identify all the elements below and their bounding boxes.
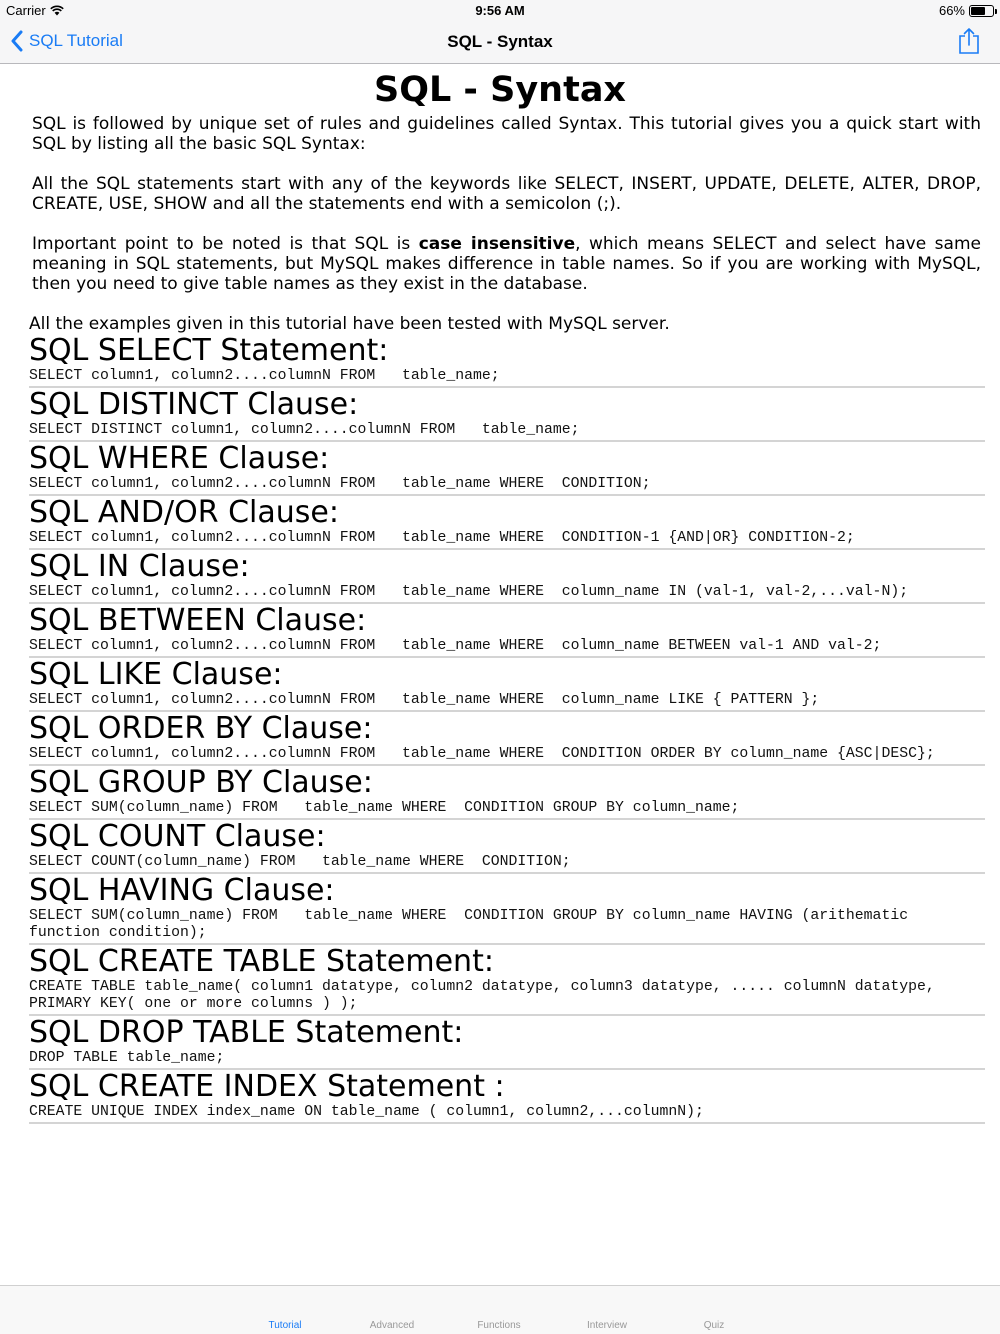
navigation-bar	[0, 22, 1000, 64]
syntax-section-select	[29, 334, 985, 388]
section-heading: SQL DROP TABLE Statement:	[29, 1015, 464, 1050]
syntax-section-where	[29, 442, 985, 496]
syntax-section-order-by	[29, 712, 985, 766]
tab-bar	[0, 1285, 1000, 1334]
syntax-section-group-by	[29, 766, 985, 820]
code-snippet: DROP TABLE table_name;	[29, 1050, 225, 1066]
code-snippet: CREATE TABLE table_name( column1 datatype, column2 datatype, column3 datatype, ..... columnN datatype, PRIMARY KEY( one or more columns ) );	[29, 979, 935, 1012]
section-heading: SQL CREATE INDEX Statement :	[29, 1069, 505, 1104]
section-heading: SQL HAVING Clause:	[29, 873, 335, 908]
code-snippet: SELECT column1, column2....columnN FROM table_name WHERE CONDITION;	[29, 476, 651, 492]
section-heading: SQL WHERE Clause:	[29, 441, 330, 476]
case-para-start: Important point to be noted is that SQL is	[32, 234, 419, 254]
keywords-paragraph: All the SQL statements start with any of the keywords like SELECT, INSERT, UPDATE, DELETE, ALTER, DROP, CREATE, USE, SHOW and all the statements end with a semicolon (;).	[32, 174, 981, 214]
code-snippet: SELECT column1, column2....columnN FROM table_name;	[29, 368, 500, 384]
code-snippet: SELECT column1, column2....columnN FROM table_name WHERE CONDITION ORDER BY column_name {ASC|DESC};	[29, 746, 935, 762]
status-right	[939, 3, 994, 18]
syntax-section-having	[29, 874, 985, 945]
syntax-section-create-index	[29, 1070, 985, 1124]
section-heading: SQL COUNT Clause:	[29, 819, 326, 854]
case-insensitive-paragraph	[32, 234, 981, 294]
code-snippet: SELECT DISTINCT column1, column2....columnN FROM table_name;	[29, 422, 580, 438]
tab-advanced[interactable]: Advanced	[369, 1320, 415, 1331]
code-snippet: SELECT column1, column2....columnN FROM table_name WHERE column_name LIKE { PATTERN };	[29, 692, 820, 708]
tab-quiz[interactable]: Quiz	[703, 1320, 725, 1331]
syntax-section-distinct	[29, 388, 985, 442]
syntax-section-count	[29, 820, 985, 874]
code-snippet: SELECT column1, column2....columnN FROM table_name WHERE column_name BETWEEN val-1 AND val-2;	[29, 638, 882, 654]
section-heading: SQL SELECT Statement:	[29, 333, 389, 368]
tab-interview[interactable]: Interview	[586, 1320, 627, 1331]
syntax-section-between	[29, 604, 985, 658]
tab-tutorial[interactable]: Tutorial	[268, 1320, 302, 1331]
section-heading: SQL CREATE TABLE Statement:	[29, 944, 494, 979]
back-button-label: SQL Tutorial	[29, 31, 123, 50]
code-snippet: CREATE UNIQUE INDEX index_name ON table_name ( column1, column2,...columnN);	[29, 1104, 704, 1120]
tab-functions[interactable]: Functions	[477, 1320, 521, 1331]
syntax-section-and-or	[29, 496, 985, 550]
code-snippet: SELECT column1, column2....columnN FROM table_name WHERE column_name IN (val-1, val-2,...val-N);	[29, 584, 909, 600]
syntax-section-create-table	[29, 945, 985, 1016]
examples-note: All the examples given in this tutorial have been tested with MySQL server.	[29, 314, 670, 334]
syntax-section-in	[29, 550, 985, 604]
battery-icon	[969, 5, 994, 17]
section-heading: SQL ORDER BY Clause:	[29, 711, 373, 746]
battery-percent: 66%	[938, 3, 965, 18]
status-time: 9:56 AM	[475, 3, 525, 18]
status-bar	[0, 0, 1000, 22]
section-heading: SQL BETWEEN Clause:	[29, 603, 367, 638]
code-snippet: SELECT SUM(column_name) FROM table_name WHERE CONDITION GROUP BY column_name;	[29, 800, 740, 816]
nav-title: SQL - Syntax	[447, 32, 553, 51]
section-heading: SQL LIKE Clause:	[29, 657, 283, 692]
syntax-section-like	[29, 658, 985, 712]
code-snippet: SELECT COUNT(column_name) FROM table_name WHERE CONDITION;	[29, 854, 571, 870]
share-icon[interactable]	[956, 27, 982, 55]
section-heading: SQL DISTINCT Clause:	[29, 387, 359, 422]
intro-paragraph: SQL is followed by unique set of rules and guidelines called Syntax. This tutorial gives you a quick start with SQL by listing all the basic SQL Syntax:	[32, 114, 981, 154]
carrier-label: Carrier	[6, 3, 46, 18]
case-para-end: , which means SELECT and select have same meaning in SQL statements, but MySQL makes difference in table names. So if you are working with MySQL, then you need to give table names as they exist in the database.	[32, 234, 981, 294]
battery-fill	[971, 7, 985, 15]
section-heading: SQL AND/OR Clause:	[29, 495, 339, 530]
case-insensitive-bold: case insensitive	[418, 234, 576, 254]
section-heading: SQL IN Clause:	[29, 549, 250, 584]
code-snippet: SELECT SUM(column_name) FROM table_name WHERE CONDITION GROUP BY column_name HAVING (arithematic function condition);	[29, 908, 909, 941]
page-title: SQL - Syntax	[373, 70, 627, 110]
syntax-section-drop-table	[29, 1016, 985, 1070]
content-area[interactable]	[0, 64, 1000, 1285]
section-heading: SQL GROUP BY Clause:	[29, 765, 373, 800]
code-snippet: SELECT column1, column2....columnN FROM table_name WHERE CONDITION-1 {AND|OR} CONDITION-2;	[29, 530, 855, 546]
